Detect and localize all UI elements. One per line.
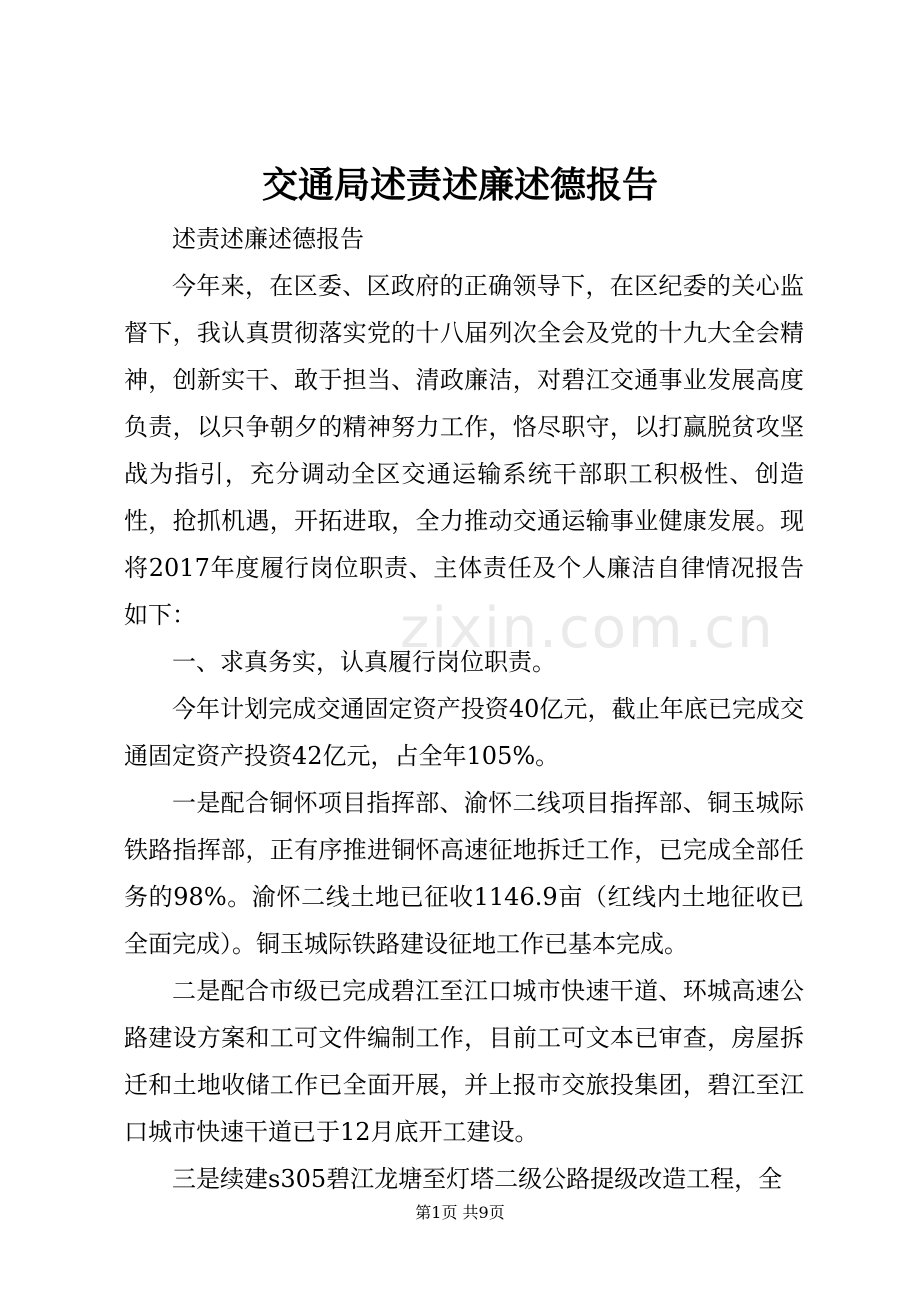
subtitle-paragraph: 述责述廉述德报告 <box>172 225 364 253</box>
item-three-paragraph: 三是续建s305碧江龙塘至灯塔二级公路提级改造工程，全 <box>172 1165 783 1193</box>
page-footer: 第1页 共9页 <box>415 1203 505 1222</box>
document-body <box>124 216 804 1203</box>
intro-paragraph: 今年来，在区委、区政府的正确领导下，在区纪委的关心监督下，我认真贯彻落实党的十八届列次全会及党的十九大全会精神，创新实干、敢于担当、清政廉洁，对碧江交通事业发展高度负责，以只争朝夕的精神努力工作，恪尽职守，以打赢脱贫攻坚战为指引，充分调动全区交通运输系统干部职工积极性、创造性，抢抓机遇，开拓进取，全力推动交通运输事业健康发展。现将2017年度履行岗位职责、主体责任及个人廉洁自律情况报告如下： <box>124 272 804 629</box>
section-heading-1: 一、求真务实，认真履行岗位职责。 <box>172 648 556 676</box>
watermark: zixin.com.cn <box>400 596 775 661</box>
investment-paragraph: 今年计划完成交通固定资产投资40亿元，截止年底已完成交通固定资产投资42亿元，占全年105%。 <box>124 695 804 770</box>
document-title: 交通局述责述廉述德报告 <box>261 164 658 206</box>
item-two-paragraph: 二是配合市级已完成碧江至江口城市快速干道、环城高速公路建设方案和工可文件编制工作，目前工可文本已审查，房屋拆迁和土地收储工作已全面开展，并上报市交旅投集团，碧江至江口城市快速干道已于12月底开工建设。 <box>124 977 804 1146</box>
item-one-paragraph: 一是配合铜怀项目指挥部、渝怀二线项目指挥部、铜玉城际铁路指挥部，正有序推进铜怀高速征地拆迁工作，已完成全部任务的98%。渝怀二线土地已征收1146.9亩（红线内土地征收已全面完成）。铜玉城际铁路建设征地工作已基本完成。 <box>124 789 804 958</box>
